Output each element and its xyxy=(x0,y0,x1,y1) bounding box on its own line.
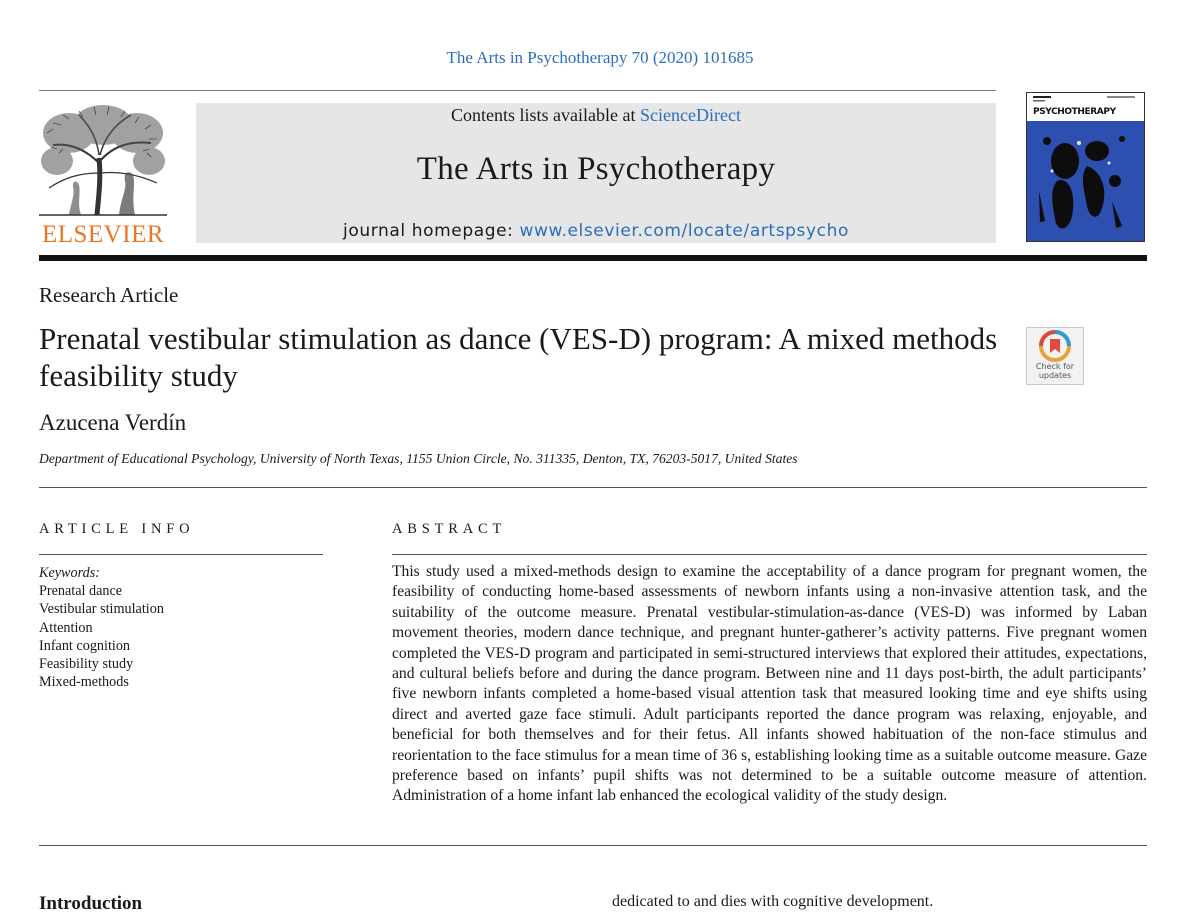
keyword-item[interactable]: Mixed-methods xyxy=(39,674,129,691)
crossmark-label-line2: updates xyxy=(1038,371,1072,380)
author-affiliation: Department of Educational Psychology, University of North Texas, 1155 Union Circle, No. 311335, Denton, TX, 76203-5017, United States xyxy=(39,451,798,466)
journal-cover[interactable] xyxy=(1026,92,1145,242)
abstract-rule xyxy=(392,554,1147,555)
crossmark-icon xyxy=(1027,328,1083,362)
elsevier-logo[interactable] xyxy=(39,103,167,248)
keyword-item[interactable]: Feasibility study xyxy=(39,656,134,673)
article-title: Prenatal vestibular stimulation as dance (VES-D) program: A mixed methods feasibility study xyxy=(39,321,998,393)
contents-prefix: Contents lists available at xyxy=(451,105,640,125)
abstract-heading: ABSTRACT xyxy=(392,521,507,537)
journal-banner xyxy=(196,103,996,243)
keywords-list xyxy=(39,582,319,691)
contents-line xyxy=(196,105,996,126)
keyword-item[interactable]: Attention xyxy=(39,619,93,636)
masthead-rule xyxy=(39,255,1147,261)
tree-of-knowledge-icon xyxy=(39,103,167,218)
homepage-prefix: journal homepage: xyxy=(343,221,520,241)
elsevier-wordmark: ELSEVIER xyxy=(41,221,165,248)
sciencedirect-link[interactable]: ScienceDirect xyxy=(640,105,741,125)
author-name[interactable]: Azucena Verdín xyxy=(39,410,187,435)
article-info-rule xyxy=(39,554,323,555)
body-text-fragment: dedicated to and dies with cognitive development. xyxy=(612,893,934,910)
cover-header xyxy=(1027,93,1144,121)
crossmark-label xyxy=(1027,362,1083,380)
abstract-body: This study used a mixed-methods design to examine the acceptability of a dance program for pregnant women, the feasibility of conducting home-based assessments of newborn infants using a non-invasive attention task, and the suitability of the outcome measure. Prenatal vestibular-stimulation-as-dance (VES-D) was informed by Laban movement theories, modern dance technique, and pregnant hunter-gatherer’s activity patterns. Five pregnant women completed the VES-D program and participated in semi-structured interviews that explored their attitudes, expectations, and cultural beliefs before and during the dance program. Between nine and 11 days post-birth, the adult participants’ five newborn infants completed a home-based visual attention task that measured looking time and eye shifts using direct and averted gaze face stimuli. Adult participants reported the dance program was relaxing, enjoyable, and beneficial for both themselves and for their fetus. All infants showed habituation of the non-face stimulus and reorientation to the face stimulus for a mean time of 36 s, establishing looking time as a suitable outcome measure. Gaze preference based on infants’ pupil shifts was not determined to be a suitable outcome measure of attention. Administration of a home infant lab enhanced the ecological validity of the study design. xyxy=(392,563,1147,805)
crossmark-label-line1: Check for xyxy=(1035,362,1075,371)
article-info-heading: ARTICLE INFO xyxy=(39,521,195,537)
title-block-rule xyxy=(39,487,1147,488)
homepage-line xyxy=(196,221,996,241)
journal-title: The Arts in Psychotherapy xyxy=(416,151,776,187)
cover-masthead-icon xyxy=(1027,93,1144,121)
keywords-label: Keywords: xyxy=(39,565,100,581)
keyword-item[interactable]: Vestibular stimulation xyxy=(39,601,164,618)
check-for-updates-button[interactable] xyxy=(1026,327,1084,385)
abstract-bottom-rule xyxy=(39,845,1147,846)
svg-text:PSYCHOTHERAPY: PSYCHOTHERAPY xyxy=(1033,107,1116,117)
keywords-block xyxy=(39,564,319,691)
article-type: Research Article xyxy=(39,283,179,307)
introduction-heading: Introduction xyxy=(39,893,143,914)
homepage-link[interactable]: www.elsevier.com/locate/artspsycho xyxy=(519,221,849,241)
cover-artwork xyxy=(1027,121,1144,241)
journal-citation[interactable]: The Arts in Psychotherapy 70 (2020) 101685 xyxy=(446,48,754,67)
keyword-item[interactable]: Infant cognition xyxy=(39,637,131,654)
figure-silhouette xyxy=(119,172,135,215)
header-rule xyxy=(39,90,996,91)
keyword-item[interactable]: Prenatal dance xyxy=(39,583,123,600)
